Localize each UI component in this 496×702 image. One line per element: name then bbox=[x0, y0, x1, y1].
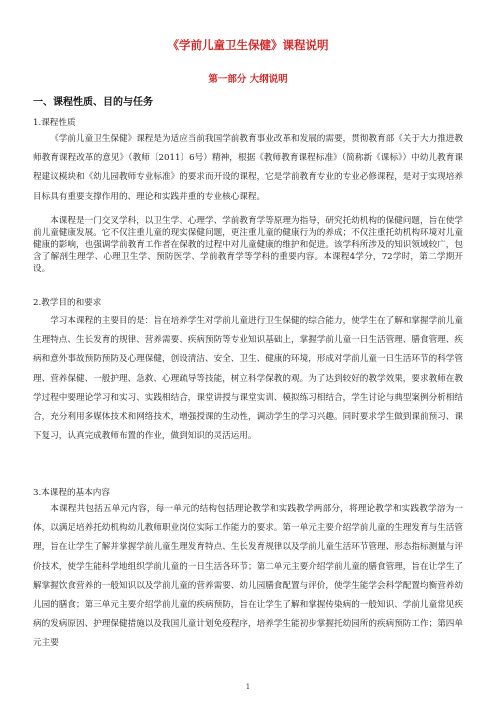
document-title: 《学前儿童卫生保健》课程说明 bbox=[167, 38, 329, 52]
subheading-teaching-goals: 2.教学目的和要求 bbox=[33, 298, 102, 308]
paragraph-course-nature: 《学前儿童卫生保健》课程是为适应当前我国学前教育事业改革和发展的需要，贯彻教育部《关于大力推进教师教育课程改革的意见》（教师〔2011〕6号）精神，根据《教师教育课程标准》（简称新《课标》）中幼儿教育课程建议模块和《幼儿园教师专业标准》的要求而开设的课程，它是学前教育专业的专业必修课程，是对于实现培养目标具有重要支撑作用的、理论和实践并重的专业核心课程。 bbox=[33, 134, 463, 202]
subheading-course-nature: 1.课程性质 bbox=[33, 118, 76, 128]
section-heading: 一、课程性质、目的与任务 bbox=[33, 97, 153, 108]
paragraph-discipline: 本课程是一门交叉学科，以卫生学、心理学、学前教育学等原理为指导，研究托幼机构的保健问题，旨在使学前儿童健康发展。它不仅注重儿童的现实保健问题，更注重儿童的健康行为的养成；不仅注重托幼机构环境对儿童健康的影响，也强调学前教育工作者在保教的过程中对儿童健康的维护和促进。该学科所涉及的知识领域较广，包含了解剖生理学、心理卫生学、预防医学、学前教育学等学科的重要内容。本课程4学分，72学时，第二学期开设。 bbox=[33, 216, 463, 274]
subheading-course-content: 3.本课程的基本内容 bbox=[33, 488, 110, 498]
paragraph-teaching-goals: 学习本课程的主要目的是：旨在培养学生对学前儿童进行卫生保健的综合能力，使学生在了解和掌握学前儿童生理特点、生长发育的规律、营养需要、疾病预防等专业知识基础上，掌握学前儿童一日生活管理、膳食管理、疾病和意外事故预防预防及心理保健，创设清洁、安全、卫生、健康的环境，形成对学前儿童一日生活环节的科学管理、营养保健、一般护理、急救、心理疏导等技能，树立科学保教的观。为了达到较好的教学效果，要求教师在教学过程中要理论学习和实习、实践相结合，课堂讲授与课堂实训、模拟练习相结合，学生讨论与典型案例分析相结合，充分利用多媒体技术和网络技术，增强授课的生动性，调动学生的学习兴趣。同时要求学生做到课前预习、课下复习，认真完成教师布置的作业，做到知识的灵活运用。 bbox=[33, 316, 463, 442]
paragraph-course-content: 本课程共包括五单元内容，每一单元的结构包括理论教学和实践教学两部分，将理论教学和实践教学溶为一体，以满足培养托幼机构幼儿教师职业岗位实际工作能力的要求。第一单元主要介绍学前儿童的生理发育与生活管理，旨在让学生了解并掌握学前儿童生理发育特点、生长发育规律以及学前儿童生活环节管理、形态指标测量与评价技术，使学生能科学地组织学前儿童的一日生活各环节；第二单元主要介绍学前儿童的膳食管理，旨在让学生了解掌握饮食营养的一般知识以及学前儿童的营养需要、幼儿园膳食配置与评价，使学生能学会科学配置均衡营养幼儿园的膳食；第三单元主要介绍学前儿童的疾病预防，旨在让学生了解和掌握传染病的一般知识、学前儿童常见疾病的发病原因、护理保健措施以及我国儿童计划免疫程序，培养学生能初步掌握托幼园所的疾病预防工作；第四单元主要 bbox=[33, 504, 463, 649]
page-number: 1 bbox=[245, 683, 251, 691]
part-heading: 第一部分 大纲说明 bbox=[208, 74, 288, 85]
